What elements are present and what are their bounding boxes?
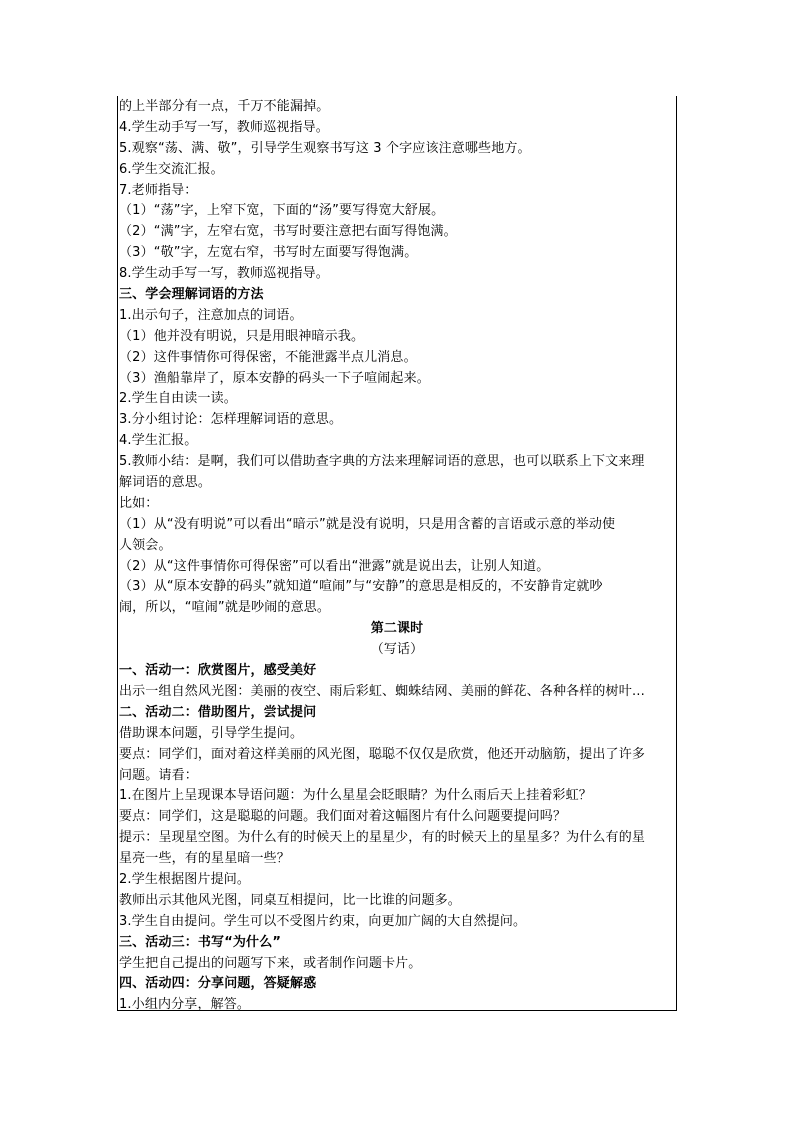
text-line: 的上半部分有一点，千万不能漏掉。 [119,99,330,114]
text-line: 1.在图片上呈现课本导语问题：为什么星星会眨眼睛？为什么雨后天上挂着彩虹？ [119,788,592,804]
section-heading: 三、活动三：书写“为什么” [119,934,282,950]
text-line: （2）“满”字，左窄右宽，书写时要注意把右面写得饱满。 [119,224,457,240]
section-heading: 四、活动四：分享问题，答疑解惑 [119,976,317,992]
text-line: （3）“敬”字，左宽右窄，书写时左面要写得饱满。 [119,245,418,261]
text-line: 要点：同学们，面对着这样美丽的风光图，聪聪不仅仅是欣赏，他还开动脑筋，提出了许多 [119,746,646,762]
section-heading: 二、活动二：借助图片，尝试提问 [119,704,317,720]
text-line: 3.分小组讨论：怎样理解词语的意思。 [119,412,343,428]
text-line: 7.老师指导： [119,182,198,198]
text-line: 1.小组内分享，解答。 [119,997,251,1013]
text-line: 要点：同学们，这是聪聪的问题。我们面对着这幅图片有什么问题要提问吗？ [119,809,567,825]
lesson-subtitle: （写话） [370,642,424,658]
text-line: （2）从“这件事情你可得保密”可以看出“泄露”就是说出去，让别人知道。 [119,558,550,574]
section-heading: 三、学会理解词语的方法 [119,287,264,303]
text-line: 2.学生自由读一读。 [119,391,237,407]
text-line: 4.学生汇报。 [119,433,198,449]
text-line: 解词语的意思。 [119,475,212,491]
text-line: 借助课本问题，引导学生提问。 [119,725,304,741]
text-line: 星亮一些，有的星星暗一些？ [119,851,290,867]
text-line: 8.学生动手写一写，教师巡视指导。 [119,266,329,282]
section-heading: 一、活动一：欣赏图片，感受美好 [119,663,317,679]
text-line: 出示一组自然风光图：美丽的夜空、雨后彩虹、蜘蛛结网、美丽的鲜花、各种各样的树叶… [119,683,646,699]
lesson-plan-content [119,97,675,1016]
text-line: 5.观察“荡、满、敬”，引导学生观察书写这 3 个字应该注意哪些地方。 [119,140,531,156]
text-line: 4.学生动手写一写，教师巡视指导。 [119,119,329,135]
text-line: 教师出示其他风光图，同桌互相提问，比一比谁的问题多。 [119,892,461,908]
text-line: （1）“荡”字，上窄下宽，下面的“汤”要写得宽大舒展。 [119,203,445,219]
text-line: 3.学生自由提问。学生可以不受图片约束，向更加广阔的大自然提问。 [119,913,527,929]
text-line: （3）渔船靠岸了，原本安静的码头一下子喧闹起来。 [119,370,430,386]
text-line: 提示：呈现星空图。为什么有的时候天上的星星少，有的时候天上的星星多？为什么有的星 [119,830,646,846]
text-line: 1.出示句子，注意加点的词语。 [119,307,303,323]
lesson-title: 第二课时 [370,621,424,637]
text-line: 5.教师小结：是啊，我们可以借助查字典的方法来理解词语的意思，也可以联系上下文来理 [119,454,645,470]
text-line: （3）从“原本安静的码头”就知道“喧闹”与“安静”的意思是相反的，不安静肯定就吵 [119,579,603,595]
text-line: （1）他并没有明说，只是用眼神暗示我。 [119,328,365,344]
text-line: （2）这件事情你可得保密，不能泄露半点儿消息。 [119,349,417,365]
text-line: 闹，所以，“喧闹”就是吵闹的意思。 [119,600,331,616]
text-line: 问题。请看： [119,767,198,783]
text-line: 比如： [119,495,159,511]
text-line: 6.学生交流汇报。 [119,161,224,177]
text-line: 学生把自己提出的问题写下来，或者制作问题卡片。 [119,955,422,971]
text-line: 2.学生根据图片提问。 [119,871,251,887]
text-line: 人领会。 [119,537,172,553]
text-line: （1）从“没有明说”可以看出“暗示”就是没有说明，只是用含蓄的言语或示意的举动使 [119,516,616,532]
